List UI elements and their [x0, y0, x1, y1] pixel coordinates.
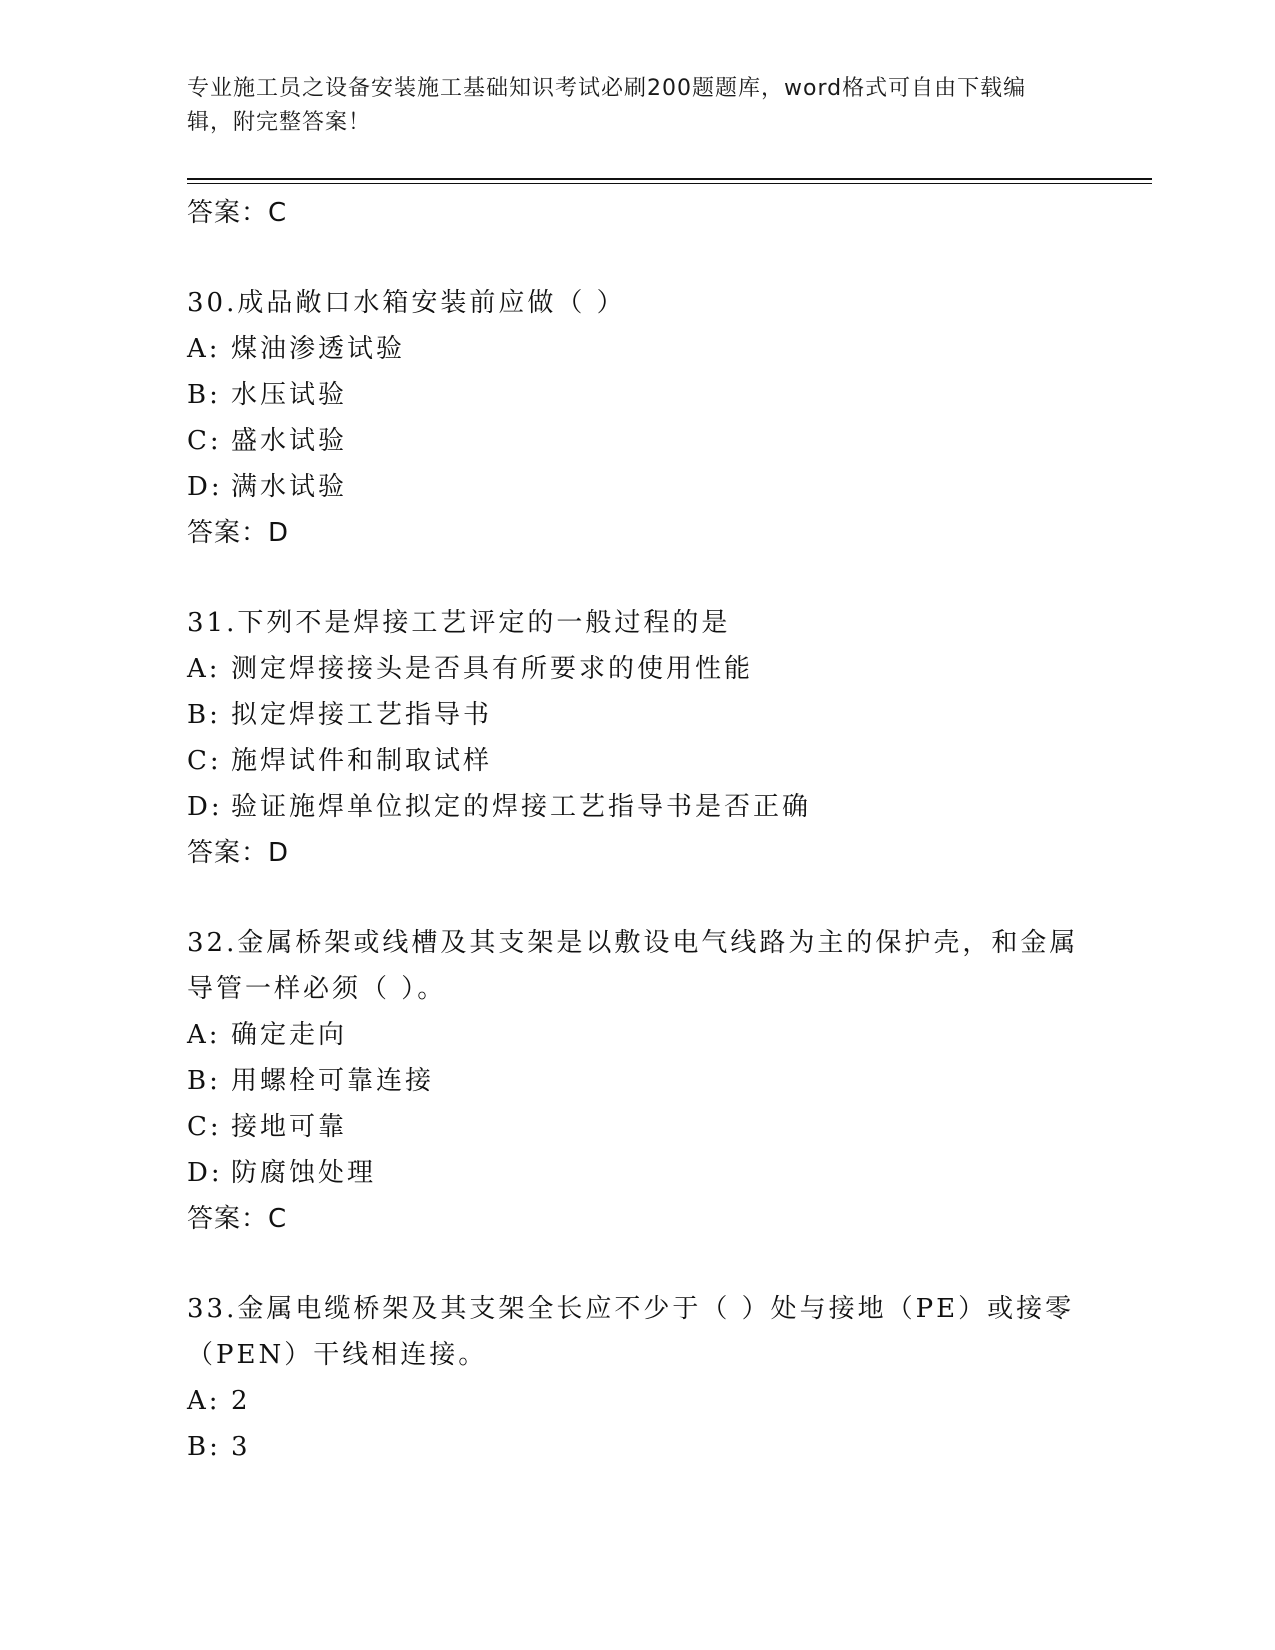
option-text: 接地可靠: [231, 1112, 348, 1142]
question-text: 32.金属桥架或线槽及其支架是以敷设电气线路为主的保护壳，和金属导管一样必须（ ）。: [187, 928, 1079, 1004]
option-letter: C:: [187, 426, 222, 456]
option-text: 拟定焊接工艺指导书: [231, 700, 493, 730]
option-text: 用螺栓可靠连接: [231, 1066, 435, 1096]
option-letter: C:: [187, 746, 222, 776]
option-c: [187, 1104, 1087, 1150]
option-text: 水压试验: [231, 380, 348, 410]
option-a: [187, 646, 1087, 692]
option-letter: D:: [187, 472, 223, 502]
option-b: [187, 1424, 1087, 1470]
option-text: 2: [231, 1386, 251, 1416]
option-letter: B:: [187, 1432, 221, 1462]
question-list: [187, 190, 1087, 1470]
question-item: [187, 1286, 1087, 1470]
question-item: [187, 920, 1087, 1242]
question-text: 33.金属电缆桥架及其支架全长应不少于（ ）处与接地（PE）或接零（PEN）干线相连接。: [187, 1294, 1075, 1370]
answer-line: 答案：C: [187, 198, 288, 228]
option-text: 3: [231, 1432, 251, 1462]
option-text: 满水试验: [231, 472, 348, 502]
option-text: 煤油渗透试验: [231, 334, 406, 364]
answer-line: 答案：D: [187, 838, 290, 868]
option-c: [187, 418, 1087, 464]
option-text: 防腐蚀处理: [231, 1158, 377, 1188]
option-letter: A:: [187, 1020, 221, 1050]
question-item: [187, 280, 1087, 556]
option-letter: A:: [187, 1386, 221, 1416]
option-d: [187, 464, 1087, 510]
document-header: [187, 72, 1067, 140]
option-text: 确定走向: [231, 1020, 348, 1050]
header-divider-thin: [187, 183, 1152, 184]
answer-line: 答案：C: [187, 1204, 288, 1234]
option-text: 盛水试验: [231, 426, 348, 456]
option-text: 测定焊接接头是否具有所要求的使用性能: [231, 654, 754, 684]
option-b: [187, 372, 1087, 418]
option-d: [187, 1150, 1087, 1196]
question-item: [187, 600, 1087, 876]
question-text: 30.成品敞口水箱安装前应做（ ）: [187, 288, 626, 318]
answer-line: 答案：D: [187, 518, 290, 548]
option-d: [187, 784, 1087, 830]
option-text: 施焊试件和制取试样: [231, 746, 493, 776]
option-text: 验证施焊单位拟定的焊接工艺指导书是否正确: [231, 792, 812, 822]
option-b: [187, 692, 1087, 738]
option-a: [187, 1378, 1087, 1424]
option-letter: A:: [187, 654, 221, 684]
option-b: [187, 1058, 1087, 1104]
header-divider-thick: [187, 178, 1152, 180]
option-letter: C:: [187, 1112, 222, 1142]
option-c: [187, 738, 1087, 784]
header-title: 专业施工员之设备安装施工基础知识考试必刷200题题库，word格式可自由下载编辑，附完整答案！: [187, 76, 1027, 135]
option-letter: A:: [187, 334, 221, 364]
question-text: 31.下列不是焊接工艺评定的一般过程的是: [187, 608, 731, 638]
option-letter: B:: [187, 380, 221, 410]
option-a: [187, 1012, 1087, 1058]
option-letter: B:: [187, 700, 221, 730]
option-letter: D:: [187, 1158, 223, 1188]
option-letter: B:: [187, 1066, 221, 1096]
option-letter: D:: [187, 792, 223, 822]
option-a: [187, 326, 1087, 372]
